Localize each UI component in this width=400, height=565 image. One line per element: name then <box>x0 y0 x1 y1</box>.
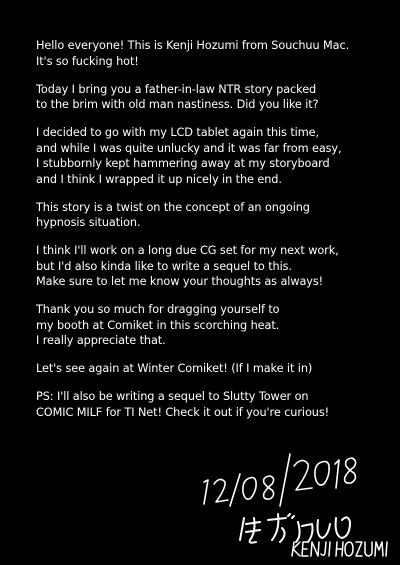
text-line: but I'd also kinda like to write a sequel to this. <box>36 259 292 273</box>
signature-name-jp <box>240 514 350 543</box>
signature-drawing <box>190 440 390 560</box>
afterword-letter <box>36 38 388 433</box>
text-line: COMIC MILF for TI Net! Check it out if you're curious! <box>36 405 330 419</box>
paragraph-greeting <box>36 38 388 69</box>
paragraph-next-work <box>36 243 388 290</box>
text-line: my booth at Comiket in this scorching heat. <box>36 318 280 332</box>
text-line: I decided to go with my LCD tablet again this time, <box>36 126 319 139</box>
text-line: I really appreciate that. <box>36 334 166 347</box>
text-line: and while I was quite unlucky and it was far from easy, <box>36 141 342 155</box>
text-line: Make sure to let me know your thoughts as always! <box>36 275 324 288</box>
text-line: hypnosis situation. <box>36 216 141 229</box>
paragraph-winter-comiket <box>36 361 388 377</box>
text-line: Thank you so much for dragging yourself to <box>36 303 280 316</box>
text-line: I stubbornly kept hammering away at my storyboard <box>36 157 330 170</box>
handwritten-signature <box>190 440 390 560</box>
paragraph-story-intro <box>36 82 388 113</box>
text-line: Let's see again at Winter Comiket! (If I make it in) <box>36 362 313 375</box>
text-line: to the brim with old man nastiness. Did you like it? <box>36 98 319 111</box>
text-line: Today I bring you a father-in-law NTR story packed <box>36 82 317 96</box>
paragraph-concept <box>36 200 388 231</box>
signature-name <box>292 542 387 556</box>
text-line: This story is a twist on the concept of an ongoing <box>36 200 310 214</box>
text-line: and I think I wrapped it up nicely in the end. <box>36 172 282 186</box>
signature-date <box>204 454 356 506</box>
paragraph-tablet <box>36 125 388 187</box>
paragraph-thanks <box>36 302 388 349</box>
text-line: It's so fucking hot! <box>36 54 139 68</box>
text-line: PS: I'll also be writing a sequel to Slutty Tower on <box>36 390 309 403</box>
text-line: I think I'll work on a long due CG set for my next work, <box>36 244 339 257</box>
text-line: Hello everyone! This is Kenji Hozumi from Souchuu Mac. <box>36 39 350 52</box>
paragraph-ps <box>36 389 388 420</box>
